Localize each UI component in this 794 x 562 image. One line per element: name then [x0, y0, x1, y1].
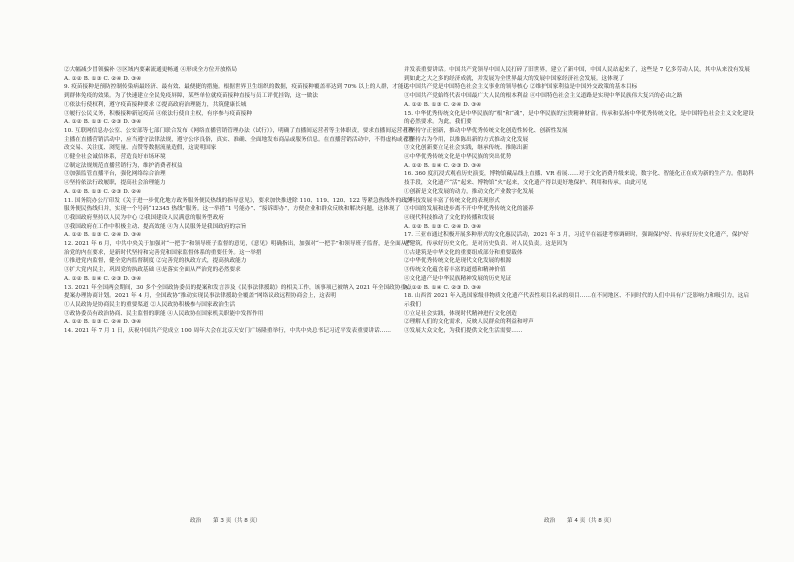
text-line: 11. 国务院办公厅印发《关于进一步优化地方政务服务便民热线的指导意见》，要求加快推进除 110、119、120、122 等紧急热线外的政务服务便民热线归并，实现一个号码“12345 热线”服务。这一举措“1 号能办”、“接诉即办”，方便企业和群众反映和解决问题，这体现了: [64, 197, 413, 213]
text-line: ③我国政府在工作中积极主动、提高效能 ④为人民服务是我国政府的宗旨: [64, 223, 247, 230]
text-line: ①推进党内监督，健全党内监督制度 ②完善党的执政方式，提高执政能力: [64, 258, 247, 265]
text-line: ④中华优秀传统文化是中华民族的突出优势: [404, 154, 512, 161]
right-page-column: [404, 66, 754, 336]
text-line: ④现代科技推动了文化的传播和发展: [404, 214, 495, 221]
footer-page-number: 第 3 页（共 8 页）: [212, 518, 261, 524]
text-line: 17. 三亚市通过积极开展多种形式的文化惠民活动，2021 年 3 月，习近平在福建考察调研时，强调保护好、传承好历史文化遗产，保护好老建筑，传承好历史文化，是对历史负责、对人民负责。这是因为: [404, 232, 749, 248]
text-line: ②科技发展丰富了传统文化的表现形式: [404, 197, 500, 204]
text-line: ①我国政府坚持以人民为中心 ②我国建设人民满意的服务型政府: [64, 214, 224, 221]
footer-subject: 政治: [544, 518, 556, 524]
text-line: ③文化创新要立足社会实践，继承传统、推陈出新: [404, 145, 529, 152]
text-line: ③履行公民义务，积极接种新冠疫苗 ④依法行使自主权，有序参与疫苗接种: [64, 110, 253, 117]
text-line: A. ①② B. ①④ C. ②③ D. ③④: [404, 162, 482, 169]
text-line: ③发展大众文化，为我们提供文化生活需要……: [404, 328, 523, 335]
text-line: ①立足社会实践，体现时代精神进行文化创造: [404, 310, 517, 317]
text-line: A. ①② B. ①③ C. ②④ D. ③④: [64, 75, 142, 82]
text-line: ④文化遗产是中华民族精神发展的历史见证: [404, 275, 512, 282]
text-line: ③中国的发展和进步离不开中华优秀传统文化的滋养: [404, 206, 534, 213]
text-line: 14. 2021 年 7 月 1 日，庆祝中国共产党成立 100 周年大会在北京天安门广场隆重举行，中共中央总书记习近平发表重要讲话……: [64, 328, 392, 335]
footer-subject: 政治: [190, 518, 202, 524]
left-page-footer: [190, 516, 261, 524]
text-line: 9. 疫苗接种是预防控制传染病最经济、最有效、最便捷的措施。根据世界卫生组织的数据，疫苗接种覆盖率达到 70% 以上的人群，才能达到群体免疫的效果。为了快速建立全民免疫屏障，某些单位就疫苗接种直接与员工评优挂钩，这一做法: [64, 84, 410, 100]
text-line: ③扩大党内民主，巩固党的执政基础 ④是落实全面从严治党的必然要求: [64, 267, 241, 274]
right-page-footer: [544, 516, 615, 524]
text-line: ①健全社会诚信体系，营造良好市场环境: [64, 154, 166, 161]
text-line: ②坚持古为今用，以推陈出新的方式推动文化发展: [404, 136, 529, 143]
text-line: ③政协委员有政治协商、民主监督的职能 ④人民政协在国家机关职能中发挥作用: [64, 310, 264, 317]
text-line: 16. 360 度沉浸式观看历史演变，博物馆藏品线上直播、VR 看展……对于文化消费升级来说，数字化、智能化正在成为新的生产力。借助科技手段，文化遗产“活”起来、博物馆“火”起来，文化遗产得以更好地保护、利用和传承。由此可见: [404, 171, 754, 187]
text-line: A. ①② B. ①④ C. ②③ D. ③④: [64, 275, 142, 282]
text-line: A. ①② B. ①④ C. ②③ D. ③④: [404, 284, 482, 291]
text-line: ③传统文化蕴含着丰富的道德和精神价值: [404, 267, 506, 274]
text-line: 并发表重要讲话。中国共产党领导中国人民打碎了旧世界，建立了新中国，中国人民站起来了，这些是 7 亿多劳动人民，其中从来没有发展到如此之大之多的经济成就，并发展为全世界最大的发展中国家经济社会发展。这体现了: [404, 67, 750, 82]
text-line: A. ①② B. ①③ C. ②④ D. ③④: [404, 101, 482, 108]
text-line: ①依法行使权利，遵守疫苗接种要求 ②提高政府治理能力，共筑健康长城: [64, 101, 247, 108]
text-line: ①坚持守正创新，推动中华优秀传统文化创造性转化、创新性发展: [404, 127, 568, 134]
text-line: ②理解人们的文化需求，反映人民群众的利益和呼声: [404, 319, 534, 326]
text-line: 10. 互联网信息办公室、公安部等七部门联合发布《网络直播营销管理办法（试行）》，明确了直播间运营者等主体职责，要求直播间运营者和主播在直播营销活动中，应当遵守法律法规，遵守公序良俗，真实、准确、全面地发布商品或服务信息。在直播营销活动中，不得虚构或者篡改交易、关注度、浏览量、点赞等数据流量造假，这说明国家: [64, 127, 414, 152]
text-line: 12. 2021 年 6 月，中共中央关于加强对“一把手”和领导班子监督的意见，《意见》明确指出，加强对“一把手”和领导班子监督，是全面从严治党的内在要求，是新时代坚持和完善党和国家监督体系的重要任务。这一举措: [64, 241, 413, 256]
text-line: A. ①② B. ①③ C. ②④ D. ③④: [404, 223, 482, 230]
text-line: ①古建筑是中华文化的重要组成部分和重要载体: [404, 249, 523, 256]
text-line: 13. 2021 年全国两会期间，30 多个全国政协委员的提案和发言涉及《民事法律援助》的相关工作，该事项已被纳入 2021 年全国政协重点提案办理协商计划。2021 年 4 月，全国政协“推动实现民事法律援助全覆盖”网络议政远程协商会上，这表明: [64, 284, 412, 300]
text-line: A. ①② B. ①③ C. ②③ D. ②④: [64, 188, 142, 195]
text-line: ①创新是文化发展的动力，推动文化产业数字化发展: [404, 188, 534, 195]
text-line: ④坚持依法行政履职，提高社会治理能力: [64, 180, 166, 187]
text-line: ①中国共产党是中国特色社会主义事业的领导核心 ②维护国家利益是中国外交政策的基本目标: [404, 84, 638, 91]
text-line: A. ①② B. ①③ C. ②④ D. ③④: [64, 319, 142, 326]
text-line: A. ①② B. ①③ C. ②③ D. ③④: [64, 119, 142, 126]
text-line: 18. 山西省 2021 年入选国家级非物质文化遗产代表性项目名录的项目……在不同地区、不同时代的人们中具有广泛影响力和吸引力，这启示我们: [404, 293, 750, 308]
text-line: A. ①② B. ①③ C. ②④ D. ③④: [64, 232, 142, 239]
left-page-column: [64, 66, 414, 336]
text-line: ②大幅减少冒领骗补 ③区域内要素流通更畅通 ④形成全方位开放格局: [64, 67, 237, 73]
footer-page-number: 第 4 页（共 8 页）: [566, 518, 615, 524]
text-line: ②制定法规规范直播营销行为，维护消费者权益: [64, 162, 183, 169]
text-line: ③加强监管直播平台，强化网络综合治理: [64, 171, 166, 178]
text-line: ①人民政协是协商民主的重要渠道 ②人民政协积极参与国家政治生活: [64, 301, 236, 308]
text-line: 15. 中华优秀传统文化是中华民族的“根”和“魂”，是中华民族的宝贵精神财富。传承和弘扬中华优秀传统文化，是中国特色社会主义文化建设的必然要求。为此，我们要: [404, 110, 754, 126]
text-line: ②中华优秀传统文化是现代文化发展的根源: [404, 258, 512, 265]
text-line: ③中国共产党始终代表中国最广大人民的根本利益 ④中国特色社会主义道路是实现中华民族伟大复兴的必由之路: [404, 93, 683, 100]
